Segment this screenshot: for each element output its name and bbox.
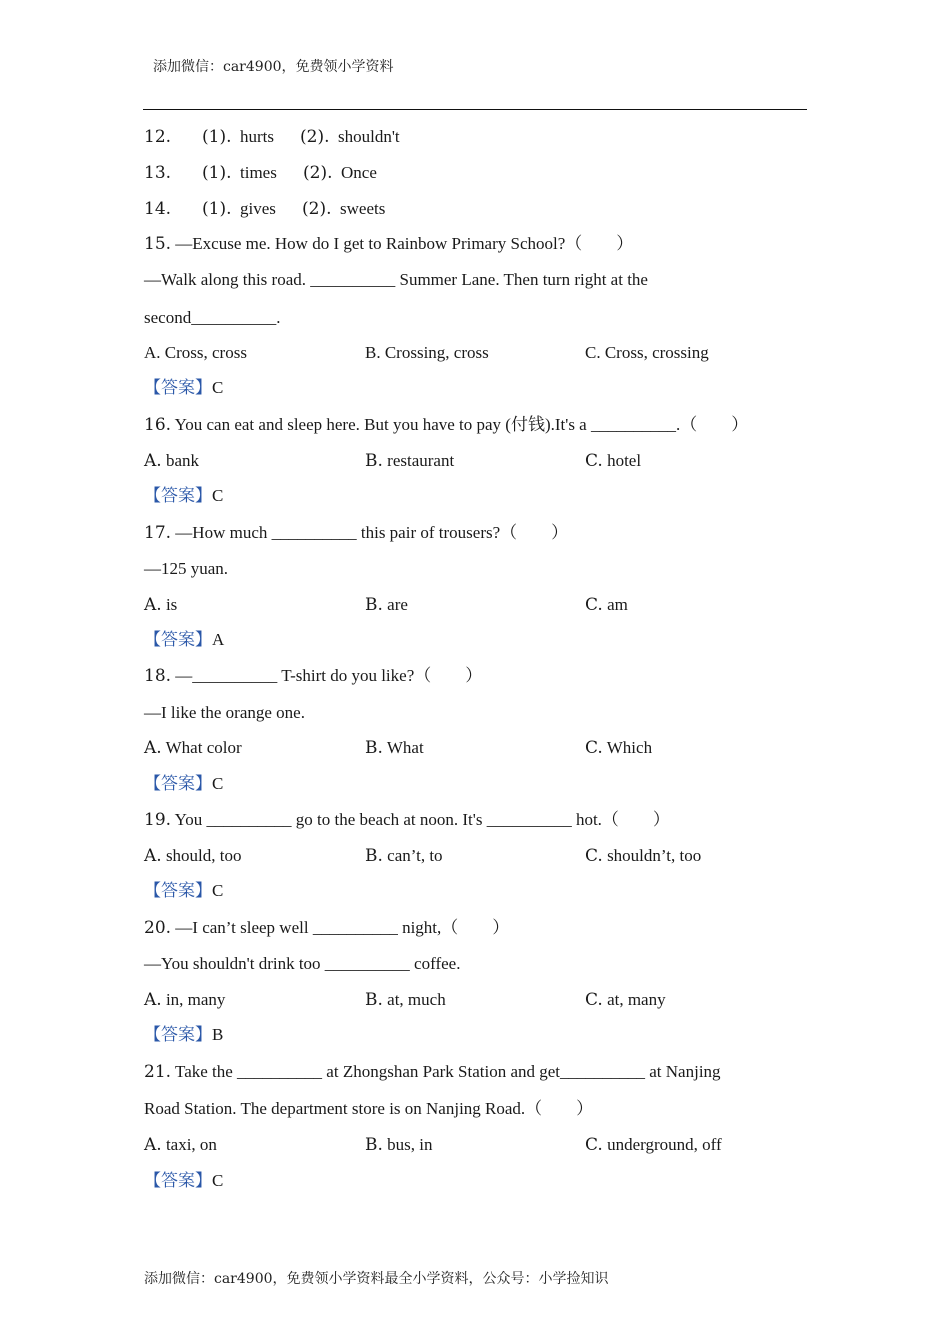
page-footer: 添加微信：car4900，免费领小学资料最全小学资料，公众号：小学捡知识 bbox=[144, 1271, 609, 1287]
part-label: (2). bbox=[300, 127, 330, 147]
question-21-line-2: Road Station. The department store is on Nanjing Road.（ ） bbox=[144, 1099, 594, 1118]
answer-value: C bbox=[212, 774, 224, 793]
question-18-line-1 bbox=[144, 665, 482, 687]
question-text: —I can’t sleep well __________ night,（ ） bbox=[175, 918, 510, 937]
question-text: You __________ go to the beach at noon. It's __________ hot.（ ） bbox=[174, 810, 670, 829]
part-label: (1). bbox=[202, 199, 232, 219]
question-15-line-1 bbox=[144, 233, 633, 255]
question-16-answer bbox=[144, 485, 223, 507]
part-label: (1). bbox=[202, 127, 232, 147]
question-number: 12. bbox=[144, 127, 172, 147]
part-label: (2). bbox=[302, 199, 332, 219]
question-text: —__________ T-shirt do you like?（ ） bbox=[175, 666, 483, 685]
answer-label: 【答案】 bbox=[144, 774, 212, 794]
option-c: C. at, many bbox=[585, 990, 666, 1010]
question-18-answer bbox=[144, 773, 223, 795]
answer-row-14 bbox=[144, 198, 386, 220]
page-header: 添加微信：car4900，免费领小学资料 bbox=[153, 59, 394, 75]
question-number: 17. bbox=[144, 523, 172, 543]
question-number: 20. bbox=[144, 918, 172, 938]
question-text: You can eat and sleep here. But you have to pay (付钱).It's a __________.（ ） bbox=[174, 415, 749, 434]
option-b: B. are bbox=[365, 595, 408, 615]
option-a: A. Cross, cross bbox=[144, 343, 247, 362]
option-c: C. underground, off bbox=[585, 1135, 722, 1155]
answer-value: A bbox=[212, 630, 225, 649]
question-text: —How much __________ this pair of trousers?（ ） bbox=[175, 523, 569, 542]
answer-label: 【答案】 bbox=[144, 378, 212, 398]
question-20-answer bbox=[144, 1024, 223, 1046]
option-a: A. is bbox=[144, 595, 178, 615]
question-15-answer bbox=[144, 377, 223, 399]
option-b: B. at, much bbox=[365, 990, 446, 1010]
question-21-answer bbox=[144, 1170, 223, 1192]
question-18-line-2: —I like the orange one. bbox=[144, 703, 305, 722]
option-c: C. Cross, crossing bbox=[585, 343, 709, 362]
question-number: 15. bbox=[144, 234, 172, 254]
question-number: 19. bbox=[144, 810, 172, 830]
option-b: B. can’t, to bbox=[365, 846, 443, 866]
part-answer: gives bbox=[240, 199, 276, 218]
question-17-line-2: —125 yuan. bbox=[144, 559, 229, 578]
option-b: B. restaurant bbox=[365, 451, 455, 471]
question-21-line-1 bbox=[144, 1061, 721, 1083]
question-17-line-1 bbox=[144, 522, 568, 544]
question-16-line-1 bbox=[144, 414, 748, 436]
question-19-line-1 bbox=[144, 809, 670, 831]
option-b: B. What bbox=[365, 738, 424, 758]
part-answer: times bbox=[240, 163, 277, 182]
answer-value: C bbox=[212, 486, 224, 505]
option-a: A. bank bbox=[144, 451, 199, 471]
option-c: C. hotel bbox=[585, 451, 642, 471]
header-divider bbox=[143, 109, 807, 110]
option-b: B. bus, in bbox=[365, 1135, 433, 1155]
part-label: (2). bbox=[303, 163, 333, 183]
part-answer: hurts bbox=[240, 127, 274, 146]
answer-value: C bbox=[212, 378, 224, 397]
question-number: 13. bbox=[144, 163, 172, 183]
question-19-answer bbox=[144, 880, 223, 902]
answer-label: 【答案】 bbox=[144, 630, 212, 650]
answer-row-13 bbox=[144, 162, 377, 184]
part-answer: sweets bbox=[340, 199, 386, 218]
option-a: A. taxi, on bbox=[144, 1135, 217, 1155]
answer-label: 【答案】 bbox=[144, 486, 212, 506]
option-a: A. in, many bbox=[144, 990, 226, 1010]
part-label: (1). bbox=[202, 163, 232, 183]
answer-value: C bbox=[212, 881, 224, 900]
answer-row-12 bbox=[144, 126, 400, 148]
option-c: C. Which bbox=[585, 738, 653, 758]
question-20-line-2: —You shouldn't drink too __________ coffee. bbox=[144, 954, 461, 973]
option-a: A. should, too bbox=[144, 846, 242, 866]
option-b: B. Crossing, cross bbox=[365, 343, 489, 362]
question-15-line-2: —Walk along this road. __________ Summer Lane. Then turn right at the bbox=[144, 270, 648, 289]
answer-label: 【答案】 bbox=[144, 1171, 212, 1191]
question-text: Take the __________ at Zhongshan Park Station and get__________ at Nanjing bbox=[175, 1062, 721, 1081]
question-number: 16. bbox=[144, 415, 172, 435]
question-number: 14. bbox=[144, 199, 172, 219]
question-20-line-1 bbox=[144, 917, 509, 939]
question-number: 21. bbox=[144, 1062, 172, 1082]
part-answer: shouldn't bbox=[338, 127, 400, 146]
answer-label: 【答案】 bbox=[144, 881, 212, 901]
answer-value: C bbox=[212, 1171, 224, 1190]
part-answer: Once bbox=[341, 163, 377, 182]
question-15-line-3: second__________. bbox=[144, 308, 281, 327]
question-text: —Excuse me. How do I get to Rainbow Primary School?（ ） bbox=[175, 234, 634, 253]
answer-value: B bbox=[212, 1025, 224, 1044]
option-c: C. am bbox=[585, 595, 628, 615]
question-17-answer bbox=[144, 629, 224, 651]
answer-label: 【答案】 bbox=[144, 1025, 212, 1045]
option-c: C. shouldn’t, too bbox=[585, 846, 702, 866]
question-number: 18. bbox=[144, 666, 172, 686]
option-a: A. What color bbox=[144, 738, 242, 758]
